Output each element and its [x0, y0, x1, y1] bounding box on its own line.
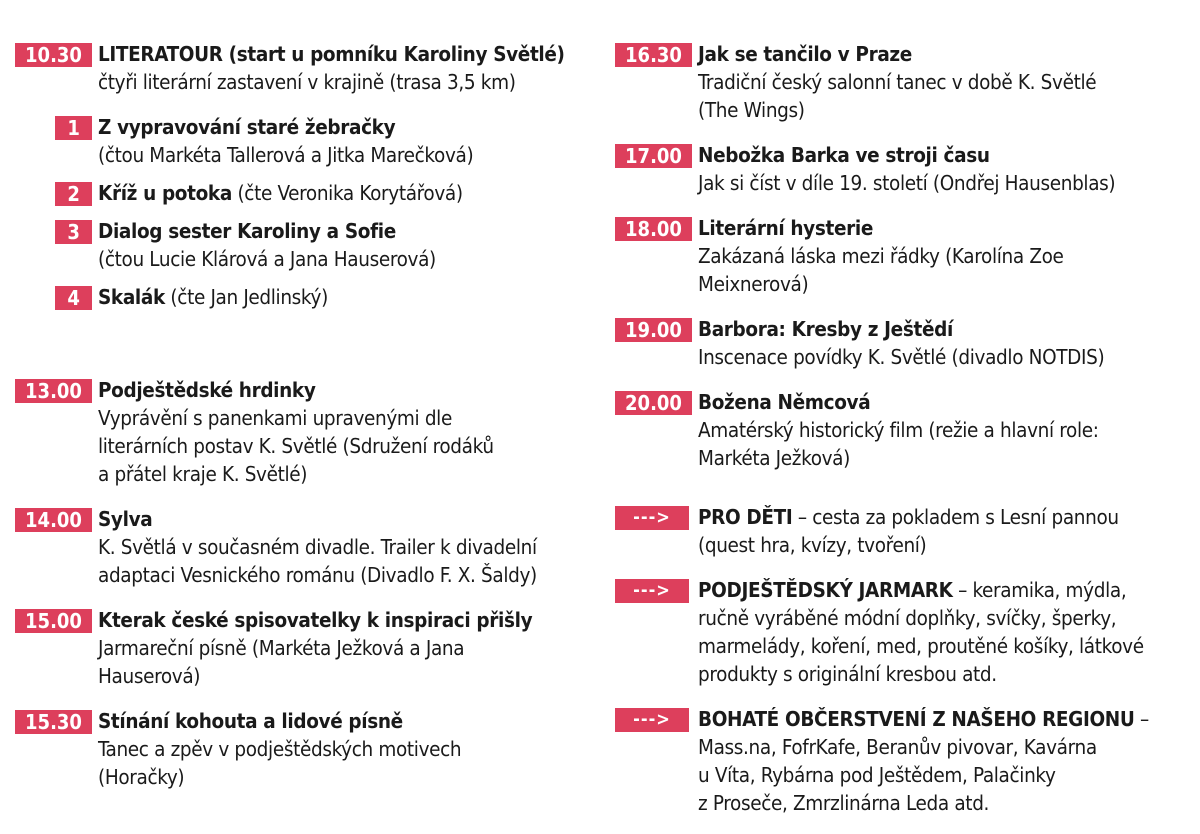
time-badge: 18.00	[615, 217, 692, 241]
program-entry-literatour	[15, 40, 600, 96]
event-description-line: Vyprávění s panenkami upravenými dle	[98, 406, 452, 430]
program-entry	[615, 388, 1195, 472]
program-entry	[15, 376, 600, 488]
event-title: Sylva	[98, 507, 153, 531]
event-description-line: (Horačky)	[98, 765, 185, 789]
event-title: Nebožka Barka ve stroji času	[698, 143, 990, 167]
extra-description-line: produkty s originální kresbou atd.	[698, 662, 997, 686]
event-title: Kterak české spisovatelky k inspiraci přišly	[98, 608, 533, 632]
time-badge: 19.00	[615, 318, 692, 342]
program-entry	[615, 315, 1195, 371]
extra-description-line: ručně vyráběné módní doplňky, svíčky, šperky,	[698, 606, 1117, 630]
time-badge: 20.00	[615, 391, 692, 415]
event-description-line: Amatérský historický film (režie a hlavní role:	[698, 418, 1099, 442]
extra-description-line: (quest hra, kvízy, tvoření)	[698, 533, 927, 557]
arrow-badge: --->	[615, 579, 689, 603]
event-description-line: Jak si číst v díle 19. století (Ondřej Hausenblas)	[698, 171, 1116, 195]
stop-title: Skalák	[98, 285, 165, 309]
event-description: čtyři literární zastavení v krajině (trasa 3,5 km)	[98, 70, 516, 94]
event-description-line: adaptaci Vesnického románu (Divadlo F. X. Šaldy)	[98, 563, 537, 587]
event-description-line: Inscenace povídky K. Světlé (divadlo NOTDIS)	[698, 345, 1105, 369]
stop-number-badge: 3	[55, 220, 92, 244]
extra-description: – cesta za pokladem s Lesní pannou	[792, 505, 1119, 529]
extra-title: PRO DĚTI	[698, 505, 793, 529]
extra-description-line: marmelády, koření, med, proutěné košíky, látkové	[698, 634, 1144, 658]
extra-title: BOHATÉ OBČERSTVENÍ Z NAŠEHO REGIONU	[698, 707, 1135, 731]
extra-entry-market	[615, 576, 1195, 688]
arrow-badge: --->	[615, 708, 689, 732]
event-title: Stínání kohouta a lidové písně	[98, 709, 403, 733]
extra-entry-kids	[615, 503, 1195, 559]
arrow-badge: --->	[615, 506, 689, 530]
time-badge: 15.30	[15, 710, 92, 734]
program-entry	[15, 707, 600, 791]
event-description-line: (The Wings)	[698, 98, 805, 122]
event-title: Božena Němcová	[698, 390, 871, 414]
stop-title: Z vypravování staré žebračky	[98, 115, 396, 139]
extra-entry-food	[615, 705, 1195, 817]
event-title: Jak se tančilo v Praze	[698, 42, 912, 66]
extra-description-line: z Proseče, Zmrzlinárna Leda atd.	[698, 791, 990, 815]
event-description-line: Meixnerová)	[698, 272, 809, 296]
program-entry	[615, 214, 1195, 298]
literatour-stop	[15, 179, 600, 207]
event-description-line: a přátel kraje K. Světlé)	[98, 462, 308, 486]
time-badge: 14.00	[15, 508, 92, 532]
program-right-column	[615, 40, 1195, 834]
program-entry	[15, 606, 600, 690]
event-description-line: literárních postav K. Světlé (Sdružení rodáků	[98, 434, 494, 458]
stop-description: (čtou Lucie Klárová a Jana Hauserová)	[98, 247, 436, 271]
program-entry	[615, 40, 1195, 124]
stop-number-badge: 4	[55, 286, 92, 310]
event-title: LITERATOUR (start u pomníku Karoliny Světlé)	[98, 42, 565, 66]
event-description-line: Tanec a zpěv v podještědských motivech	[98, 737, 462, 761]
event-description-line: Jarmareční písně (Markéta Ježková a Jana	[98, 636, 465, 660]
event-description-line: Tradiční český salonní tanec v době K. Světlé	[698, 70, 1097, 94]
event-description-line: Zakázaná láska mezi řádky (Karolína Zoe	[698, 244, 1064, 268]
event-title: Literární hysterie	[698, 216, 873, 240]
time-badge: 16.30	[615, 43, 692, 67]
stop-description: (čtou Markéta Tallerová a Jitka Marečková)	[98, 143, 474, 167]
extra-description: –	[1134, 707, 1149, 731]
extra-description-line: Mass.na, FofrKafe, Beranův pivovar, Kavárna	[698, 735, 1097, 759]
stop-number-badge: 1	[55, 116, 92, 140]
event-title: Podještědské hrdinky	[98, 378, 316, 402]
event-description-line: Markéta Ježková)	[698, 446, 850, 470]
literatour-stop	[15, 217, 600, 273]
time-badge: 15.00	[15, 609, 92, 633]
literatour-stop	[15, 113, 600, 169]
stop-title: Kříž u potoka	[98, 181, 232, 205]
literatour-stop	[15, 283, 600, 311]
event-description-line: Hauserová)	[98, 664, 201, 688]
extra-title: PODJEŠTĚDSKÝ JARMARK	[698, 578, 953, 602]
program-entry	[615, 141, 1195, 197]
program-left-column	[15, 40, 600, 808]
time-badge: 13.00	[15, 379, 92, 403]
extra-description: – keramika, mýdla,	[952, 578, 1127, 602]
stop-number-badge: 2	[55, 182, 92, 206]
time-badge: 10.30	[15, 43, 92, 67]
time-badge: 17.00	[615, 144, 692, 168]
stop-title: Dialog sester Karoliny a Sofie	[98, 219, 396, 243]
extra-description-line: u Víta, Rybárna pod Ještědem, Palačinky	[698, 763, 1056, 787]
stop-description: (čte Jan Jedlinský)	[164, 285, 328, 309]
stop-description: (čte Veronika Korytářová)	[231, 181, 463, 205]
event-description-line: K. Světlá v současném divadle. Trailer k divadelní	[98, 535, 537, 559]
event-title: Barbora: Kresby z Ještědí	[698, 317, 953, 341]
program-entry	[15, 505, 600, 589]
